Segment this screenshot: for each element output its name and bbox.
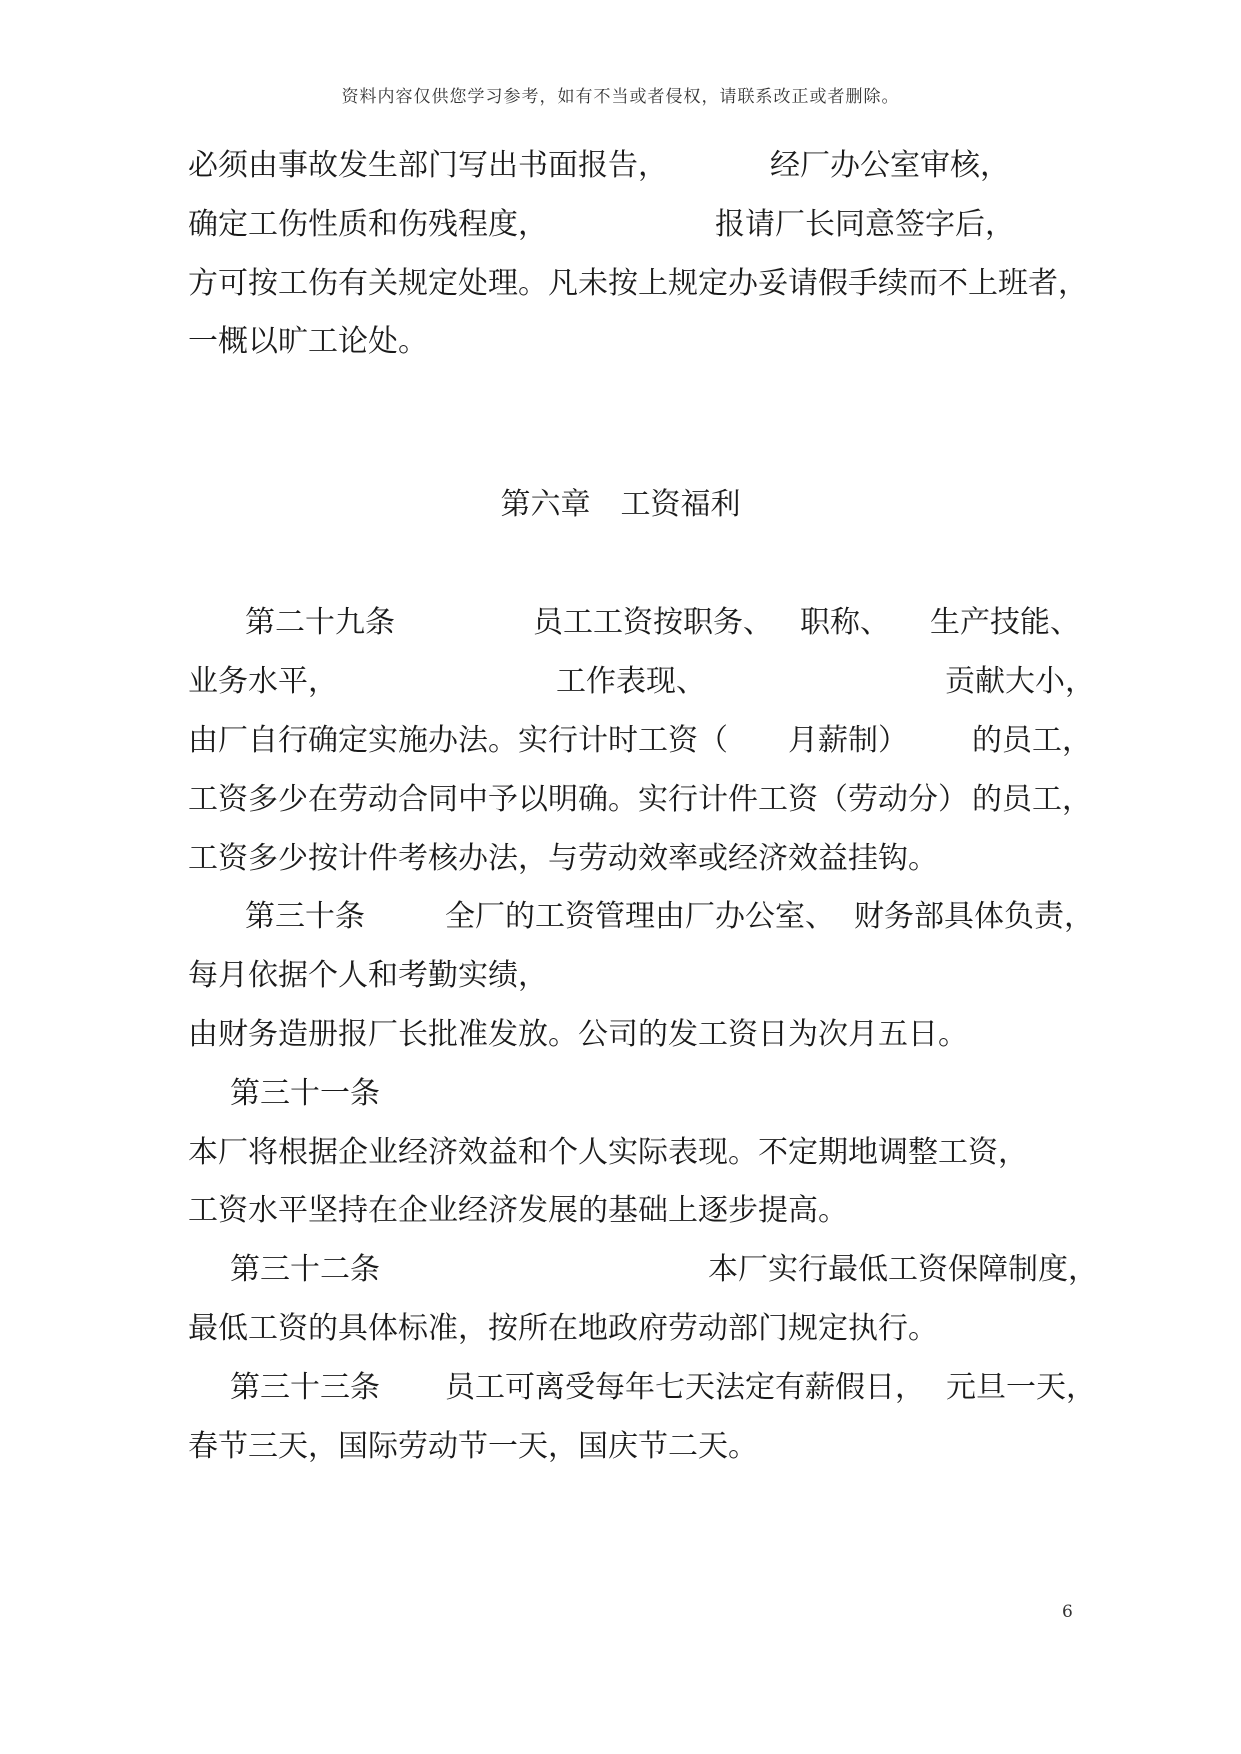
- text-segment: 本厂实行最低工资保障制度，: [708, 1252, 1098, 1287]
- text-segment: 的员工，: [972, 723, 1092, 758]
- text-segment: 本厂将根据企业经济效益和个人实际表现。不定期地调整工资，: [188, 1135, 1028, 1170]
- article-number: 第三十条: [245, 899, 365, 934]
- text-segment: 员工工资按职务、: [533, 605, 773, 640]
- paragraph-line: [188, 721, 1092, 761]
- paragraph-line: [188, 322, 1078, 362]
- text-segment: 劳动分）: [848, 782, 968, 817]
- paragraph-line: [188, 662, 1095, 702]
- text-segment: 最低工资的具体标准，按所在地政府劳动部门规定执行。: [188, 1311, 938, 1346]
- paragraph-line: [188, 956, 1078, 996]
- article-number: 第三十二条: [230, 1252, 380, 1287]
- paragraph-line: [188, 1309, 1078, 1349]
- text-segment: 由财务造册报厂长批准发放。公司的发工资日为次月五日。: [188, 1017, 968, 1052]
- text-segment: 全厂的工资管理由厂办公室、: [445, 899, 835, 934]
- article-number: 第二十九条: [245, 605, 395, 640]
- paragraph-line: [188, 1250, 1098, 1290]
- text-segment: 元旦一天，: [946, 1370, 1096, 1405]
- page-number: 6: [1062, 1602, 1073, 1622]
- chapter-number: 第六章: [500, 487, 591, 522]
- text-segment: 方可按工伤有关规定处理。凡未按上规定办妥请假手续而不上班者，: [188, 266, 1088, 301]
- page-header-disclaimer: 资料内容仅供您学习参考，如有不当或者侵权，请联系改正或者删除。: [341, 87, 900, 107]
- text-segment: 月薪制）: [788, 723, 908, 758]
- article-number: 第三十三条: [230, 1370, 380, 1405]
- chapter-heading: [0, 485, 1241, 525]
- paragraph-line: [188, 1015, 1078, 1055]
- paragraph-line: [188, 1427, 1078, 1467]
- paragraph-line: [188, 1191, 1078, 1231]
- paragraph-line: [188, 1133, 1078, 1173]
- chapter-title: 工资福利: [620, 487, 741, 522]
- paragraph-line: [188, 897, 1094, 937]
- text-segment: 必须由事故发生部门写出书面报告，: [188, 148, 668, 183]
- text-segment: 的员工，: [972, 782, 1092, 817]
- text-segment: 工资多少按计件考核办法，与劳动效率或经济效益挂钩。: [188, 841, 938, 876]
- paragraph-line: [188, 780, 1092, 820]
- text-segment: 工作表现、: [556, 664, 706, 699]
- paragraph-line: [188, 1074, 1078, 1114]
- text-segment: 由厂自行确定实施办法。实行计时工资（: [188, 723, 728, 758]
- text-segment: 财务部具体负责，: [854, 899, 1094, 934]
- text-segment: 员工可离受每年七天法定有薪假日，: [445, 1370, 925, 1405]
- paragraph-line: [188, 603, 1078, 643]
- text-segment: 工资水平坚持在企业经济发展的基础上逐步提高。: [188, 1193, 848, 1228]
- text-segment: 生产技能、: [930, 605, 1080, 640]
- text-segment: 业务水平，: [188, 664, 338, 699]
- paragraph-line: [188, 205, 1078, 245]
- text-segment: 每月依据个人和考勤实绩，: [188, 958, 548, 993]
- text-segment: 经厂办公室审核，: [770, 148, 1010, 183]
- text-segment: 工资多少在劳动合同中予以明确。实行计件工资（: [188, 782, 848, 817]
- text-segment: 报请厂长同意签字后，: [715, 207, 1015, 242]
- paragraph-line: [188, 1368, 1096, 1408]
- text-segment: 春节三天，国际劳动节一天，国庆节二天。: [188, 1429, 758, 1464]
- paragraph-line: [188, 146, 1078, 186]
- text-segment: 贡献大小，: [945, 664, 1095, 699]
- text-segment: 确定工伤性质和伤残程度，: [188, 207, 548, 242]
- text-segment: 一概以旷工论处。: [188, 324, 428, 359]
- paragraph-line: [188, 264, 1088, 304]
- paragraph-line: [188, 839, 1078, 879]
- text-segment: 职称、: [800, 605, 890, 640]
- article-number: 第三十一条: [230, 1076, 380, 1111]
